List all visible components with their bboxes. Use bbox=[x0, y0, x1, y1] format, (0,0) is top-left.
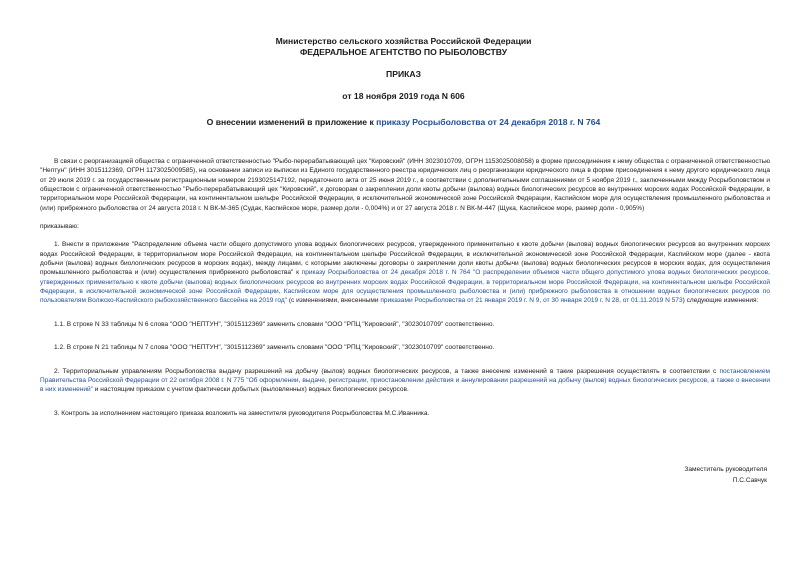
document-date-number: от 18 ноября 2019 года N 606 bbox=[342, 91, 465, 101]
title-prefix: О внесении изменений в приложение к bbox=[206, 117, 377, 127]
government-decree-775-link[interactable]: постановлением Правительства Российской Федерации от 22 октября 2008 г. N 775 "Об оформлении, выдаче, регистрации, приостановлении действия и аннулировании разрешений на добычу (вылов) водных биологических ресурсов, а также о внесении в них изменений" bbox=[40, 367, 770, 394]
preamble-paragraph: В связи с реорганизацией общества с ограниченной ответственностью "Рыбо-перерабатывающий цех "Кировский" (ИНН 3023010709, ОГРН 1153025008058) в форме присоединения к нему общества с ограниченной ответственностью "Нептун" (ИНН 3015112369, ОГРН 1173025009585), на основании записи из выписки из Единого государственного реестра юридических лиц о реорганизации юридического лица в форме присоединения к нему другого юридического лица от 29 июля 2019 г. за государственным регистрационным номером 2193025147192, передаточного акта от 25 июня 2019 г., в соответствии с дополнительными соглашениями от 5 ноября 2019 г., заключенными между Росрыболовством и обществом с ограниченной ответственностью "Рыбо-перерабатывающий цех "Кировский", к договорам о закреплении доли квоты добычи (вылова) водных биологических ресурсов во внутренних морских водах Российской Федерации, в территориальном море Российской Федерации, на континентальном шельфе Российской Федерации, в исключительной экономической зоне Российской Федерации, Каспийском море для осуществления промышленного рыболовства и (или) прибрежного рыболовства от 24 августа 2018 г. N ВК-М-365 (Судак, Каспийское море, размер доли - 0,004%) и от 27 августа 2018 г. N ВК-М-447 (Щука, Каспийское море, размер доли - 0,905%) bbox=[40, 158, 770, 212]
order-word: приказываю: bbox=[40, 223, 79, 231]
document-body bbox=[40, 157, 770, 418]
item-2-paragraph bbox=[40, 367, 770, 395]
item-1-paragraph bbox=[40, 240, 770, 305]
signatory-name: П.С.Савчук bbox=[732, 477, 767, 484]
document-type: ПРИКАЗ bbox=[386, 69, 421, 79]
signature-block bbox=[684, 464, 767, 486]
item-2-text-a: 2. Территориальным управлениям Росрыболовства выдачу разрешений на добычу (вылов) водных биологических ресурсов, а также внесение изменений в такие разрешения осуществлять в соответствии с bbox=[54, 367, 720, 375]
order-764-link[interactable]: приказу Росрыболовства от 24 декабря 2018 г. N 764 "О распределении объемов части общего допустимого улова водных биологических ресурсов, утвержденных применительно к квоте добычи (вылова) водных биологических ресурсов во внутренних морских водах Российской Федерации, в территориальном море Российской Федерации, на континентальном шельфе Российской Федерации, в исключительной экономической зоне Российской Федерации, Каспийском море для осуществления промышленного рыболовства и (или) прибрежного рыболовства в отношении водных биологических ресурсов по пользователям Волжско-Каспийского рыбохозяйственного бассейна на 2019 год" bbox=[40, 269, 770, 305]
signatory-position: Заместитель руководителя bbox=[684, 466, 767, 473]
title-order-link[interactable]: приказу Росрыболовства от 24 декабря 2018 г. N 764 bbox=[376, 117, 601, 127]
item-1-text-a: 1. Внести в приложение "Распределение объема части общего допустимого улова водных биологических ресурсов, утвержденного применительно к квоте добычи (вылова) водных биологических ресурсов во внутренних морских водах Российской Федерации, в территориальном море Российской Федерации, на континентальном шельфе Российской Федерации, в исключительной экономической зоне Российской Федерации, Каспийском море (далее - квота добычи (вылова) водных биологических ресурсов в морских водах), между лицами, с которыми заключены договоры о закреплении доли квоты добычи (вылова) водных биологических ресурсов в морских водах, для осуществления промышленного рыболовства и (или) осуществления прибрежного рыболовства" к bbox=[40, 241, 770, 277]
item-1-text-c: ) следующие изменения: bbox=[682, 297, 759, 305]
item-1-1-paragraph: 1.1. В строке N 33 таблицы N 6 слова "ООО "НЕПТУН", "3015112369" заменить словами "ООО "РПЦ "Кировский", "3023010709" соответственно. bbox=[54, 320, 495, 328]
document-header bbox=[0, 36, 807, 102]
amending-orders-link[interactable]: приказами Росрыболовства от 21 января 2019 г. N 9, от 30 января 2019 г. N 28, от 01.11.2019 N 573 bbox=[380, 297, 683, 305]
item-2-text-b: и настоящим приказом с учетом фактически добытых (выловленных) водных биологических ресурсов. bbox=[92, 386, 409, 394]
agency-name: ФЕДЕРАЛЬНОЕ АГЕНТСТВО ПО РЫБОЛОВСТВУ bbox=[299, 47, 508, 57]
document-title bbox=[0, 117, 807, 127]
ministry-name: Министерство сельского хозяйства Российской Федерации bbox=[275, 36, 532, 46]
item-1-text-b: (с изменениями, внесенными bbox=[287, 297, 381, 305]
item-1-2-paragraph: 1.2. В строке N 21 таблицы N 7 слова "ООО "НЕПТУН", "3015112369" заменить словами "ООО "РПЦ "Кировский", "3023010709" соответственно. bbox=[54, 344, 495, 352]
item-3-paragraph: 3. Контроль за исполнением настоящего приказа возложить на заместителя руководителя Росрыболовства М.С.Иванника. bbox=[54, 409, 430, 417]
